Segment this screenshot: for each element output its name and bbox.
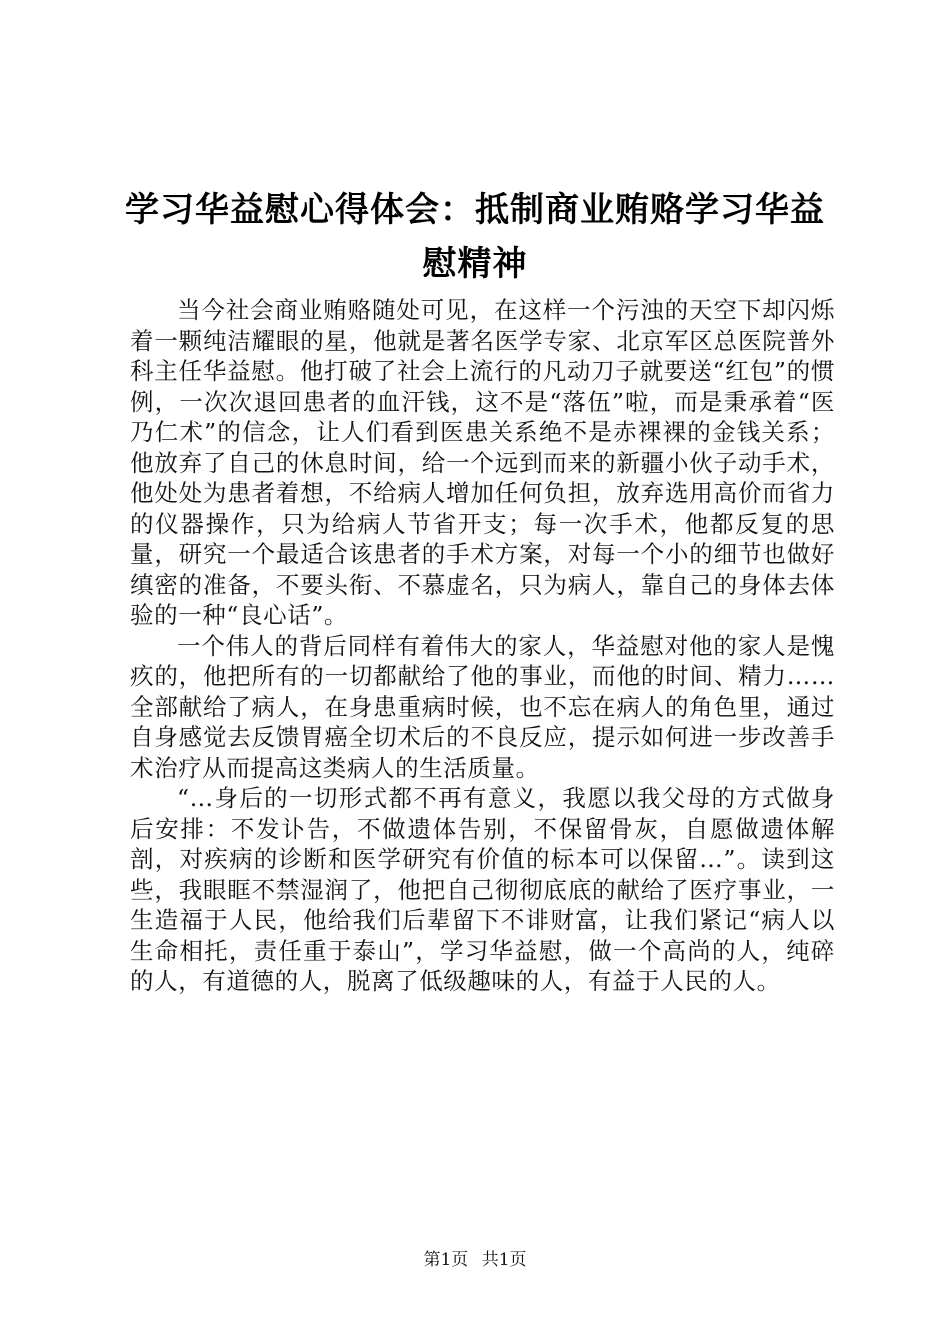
page-total: 共1页 xyxy=(481,1250,527,1270)
document-body xyxy=(130,295,835,997)
paragraph-1: 当今社会商业贿赂随处可见，在这样一个污浊的天空下却闪烁着一颗纯洁耀眼的星，他就是著名医学专家、北京军区总医院普外科主任华益慰。他打破了社会上流行的凡动刀子就要送“红包”的惯例，一次次退回患者的血汗钱，这不是“落伍”啦，而是秉承着“医乃仁术”的信念，让人们看到医患关系绝不是赤裸裸的金钱关系；他放弃了自己的休息时间，给一个远到而来的新疆小伙子动手术，他处处为患者着想，不给病人增加任何负担，放弃选用高价而省力的仪器操作，只为给病人节省开支；每一次手术，他都反复的思量，研究一个最适合该患者的手术方案，对每一个小的细节也做好缜密的准备，不要头衔、不慕虚名，只为病人，靠自己的身体去体验的一种“良心话”。 xyxy=(130,296,835,629)
paragraph-3: “…身后的一切形式都不再有意义，我愿以我父母的方式做身后安排：不发讣告，不做遗体告别，不保留骨灰，自愿做遗体解剖，对疾病的诊断和医学研究有价值的标本可以保留…”。读到这些，我眼眶不禁湿润了，他把自己彻彻底底的献给了医疗事业，一生造福于人民，他给我们后辈留下不诽财富，让我们紧记“病人以生命相托，责任重于泰山”，学习华益慰，做一个高尚的人，纯碎的人，有道德的人，脱离了低级趣味的人，有益于人民的人。 xyxy=(130,784,835,995)
page-number: 第1页 xyxy=(423,1250,469,1270)
document-title-line-2: 慰精神 xyxy=(422,244,528,284)
paragraph-2: 一个伟人的背后同样有着伟大的家人，华益慰对他的家人是愧疚的，他把所有的一切都献给了他的事业，而他的时间、精力……全部献给了病人，在身患重病时候，也不忘在病人的角色里，通过自身感觉去反馈胃癌全切术后的不良反应，提示如何进一步改善手术治疗从而提高这类病人的生活质量。 xyxy=(130,631,835,782)
page-footer xyxy=(0,1245,950,1270)
document-title-line-1: 学习华益慰心得体会：抵制商业贿赂学习华益 xyxy=(125,190,825,230)
